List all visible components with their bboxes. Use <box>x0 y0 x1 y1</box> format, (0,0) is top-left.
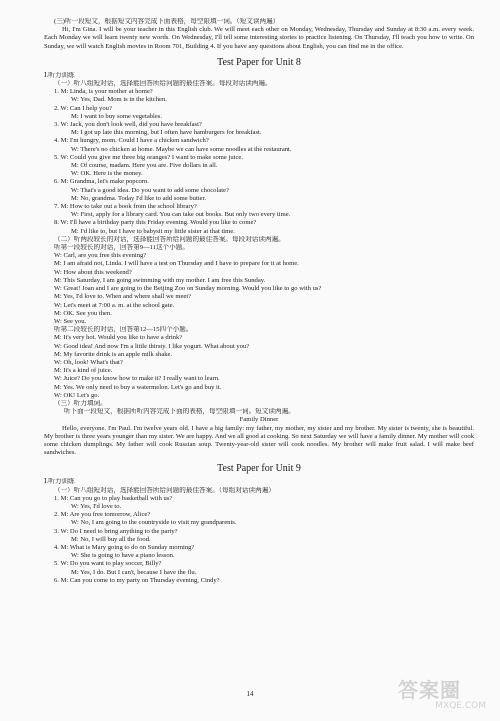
dialogue-line: M: Of course, madam. Here you are. Five dollars in all. <box>71 162 218 170</box>
dialogue-line: 6. M: Grandma, let's make popcorn. <box>54 178 149 186</box>
dialogue-line: W: That's a good idea. Do you want to add some chocolate? <box>71 186 229 194</box>
dialogue-line: W: OK! Let's go. <box>54 391 100 399</box>
dialogue-line: W: Oh, look! What's that? <box>54 358 123 366</box>
unit8-section-listening: Ⅰ.听力训练 <box>44 71 75 79</box>
dialogue-line: W: She is going to have a piano lesson. <box>71 552 175 560</box>
dialogue-line: W: OK. Here is the money. <box>71 170 143 178</box>
dialogue-line: M: It's a kind of juice. <box>54 367 113 375</box>
dialogue-line: M: I'd like to, but I have to babysit my little sister at that time. <box>71 227 235 235</box>
dialogue-line: 3. W: Do I need to bring anything to the party? <box>54 527 178 535</box>
dialogue-line: 4. M: What is Mary going to do on Sunday morning? <box>54 543 195 551</box>
watermark-logo <box>398 679 486 715</box>
dialogue-line: M: I want to buy some vegetables. <box>71 112 163 120</box>
dialogue-line: M: Yes, I'd love to. When and where shall we meet? <box>54 293 192 301</box>
dialogue-line: 听第一段较长的对话，回答第9—11这个小题。 <box>54 244 189 252</box>
dialogue-line: 1. M: Linda, is your mother at home? <box>54 88 153 96</box>
dialogue-line: W: Juice? Do you know how to make it? I really want to learn. <box>54 375 220 383</box>
dialogue-line: W: Carl, are you free this evening? <box>54 252 147 260</box>
unit8-part2-dialogues <box>44 244 474 400</box>
dialogue-line: W: There's no chicken at home. Maybe we can have some noodles at the restaurant. <box>71 145 292 153</box>
dialogue-line: M: No, I will buy all the food. <box>71 535 151 543</box>
dialogue-line: W: How about this weekend? <box>54 268 132 276</box>
dialogue-line: 2. M: Are you free tomorrow, Alice? <box>54 511 151 519</box>
dialogue-line: 听第二段较长的对话，回答第12—15四个小题。 <box>54 326 193 334</box>
dialogue-line: M: No, grandma. Today I'd like to add some butter. <box>71 194 207 202</box>
dialogue-line: M: My favorite drink is an apple milk shake. <box>54 350 173 358</box>
dialogue-line: M: OK. See you then. <box>54 309 112 317</box>
dialogue-line: W: No, I am going to the countryside to visit my grandparents. <box>71 519 237 527</box>
essay-title: Family Dinner <box>239 416 279 424</box>
dialogue-line: M: It's very hot. Would you like to have a drink? <box>54 334 183 342</box>
dialogue-line: 1. M: Can you go to play basketball with us? <box>54 494 173 502</box>
essay-paragraph: Hello, everyone. I'm Paul. I'm twelve years old. I have a big family: my father, my mother, my sister and my brother. My sister is twenty, she is beautiful. My brother is three years younger than my sister. We are happy. And we all good at cooking. So next Saturday we will have a family dinner. My mother will cook some chicken dumplings. My father will cook Russian soup. Twenty-year-old sister will cook noodles. My brother will make fruit salad. I will make beef sandwiches. <box>44 424 474 457</box>
unit8-part1-dialogues <box>44 88 474 236</box>
dialogue-line: 6. M: Can you come to my party on Thursday evening, Cindy? <box>54 576 220 584</box>
dialogue-line: M: Yes. We only need to buy a watermelon. Let's go and buy it. <box>54 383 222 391</box>
dialogue-line: W: First, apply for a library card. You can take out books. But only two every time. <box>71 211 291 219</box>
dialogue-line: 5. W: Do you want to play soccer, Billy? <box>54 560 162 568</box>
dialogue-line: W: Let's meet at 7:00 a. m. at the school gate. <box>54 301 175 309</box>
unit9-part1-instruction: （一）听八组短对话，选择能回答所给问题的最佳答案。（每组对话读两遍） <box>54 486 275 494</box>
unit9-part1-dialogues <box>44 495 474 585</box>
unit8-part2-instruction: （二）听两段较长的对话，选择能回答所给问题的最佳答案。每段对话读两遍。 <box>54 235 285 243</box>
dialogue-line: M: I got up late this morning, but I often have hamburgers for breakfast. <box>71 129 262 137</box>
dialogue-line: M: This Saturday, I am going swimming with my mother. I am free this Sunday. <box>54 276 266 284</box>
dialogue-line: 4. M: I'm hungry, mom. Could I have a chicken sandwich? <box>54 137 209 145</box>
dialogue-line: 5. W: Could you give me three big oranges? I want to make some juice. <box>54 153 243 161</box>
watermark-url: MXQE.COM <box>435 701 486 711</box>
page-number: 14 <box>246 690 254 698</box>
dialogue-line: W: Good idea! And now I'm a little thirsty. I like yogurt. What about you? <box>54 342 250 350</box>
unit8-part3-instruction: （三）听力填词。 <box>54 399 107 407</box>
unit8-title: Test Paper for Unit 8 <box>217 56 301 68</box>
dialogue-line: 2. W: Can I help you? <box>54 104 112 112</box>
top-paragraph: Hi, I'm Gina. I will be your teacher in this English club. We will meet each other on Monday, Wednesday, Thursday and Sunday at 8:30 a.m. every week. Each Monday we will learn twenty new words. On Wednesday, I'll tell some interesting stories to practice listening. On Thursday, I'll teach you how to write. On Sunday, we will watch English movies in Room 701, Building 4. If you have any questions about English, you can find me in the office. <box>44 26 474 50</box>
dialogue-line: W: Yes, Dad. Mom is in the kitchen. <box>71 96 167 104</box>
dialogue-line: M: Yes, I do. But I can't, because I have the flu. <box>71 568 197 576</box>
content-column <box>44 18 474 585</box>
unit8-part3-subinstruction: 听下面一段短文，根据所听内容完成下面的表格，每空限填一词。短文读两遍。 <box>64 408 295 416</box>
dialogue-line: W: Yes, I'd love to. <box>71 502 122 510</box>
unit9-section-listening: Ⅰ.听力训练 <box>44 478 75 486</box>
dialogue-line: W: See you. <box>54 317 87 325</box>
dialogue-line: M: I am afraid not, Linda. I will have a test on Thursday and I have to prepare for it at home. <box>54 260 299 268</box>
dialogue-line: 3. W: Jack, you don't look well, did you have breakfast? <box>54 121 202 129</box>
dialogue-line: 7. M: How to take out a book from the school library? <box>54 203 197 211</box>
top-instruction: (三)听一段短文，根据短文内容完成下面表格，每空限填一词。（短文读两遍） <box>54 18 280 25</box>
watermark-text: 答案圈 <box>398 678 461 702</box>
dialogue-line: W: Great! Joan and I are going to the Beijing Zoo on Sunday morning. Would you like to go with us? <box>54 285 322 293</box>
unit9-title: Test Paper for Unit 9 <box>217 463 301 475</box>
unit8-part1-instruction: （一）听八组短对话，选择能回答所给问题的最佳答案。每段对话读两遍。 <box>54 80 272 88</box>
dialogue-line: 8. W: I'll have a birthday party this Friday evening. Would you like to come? <box>54 219 257 227</box>
